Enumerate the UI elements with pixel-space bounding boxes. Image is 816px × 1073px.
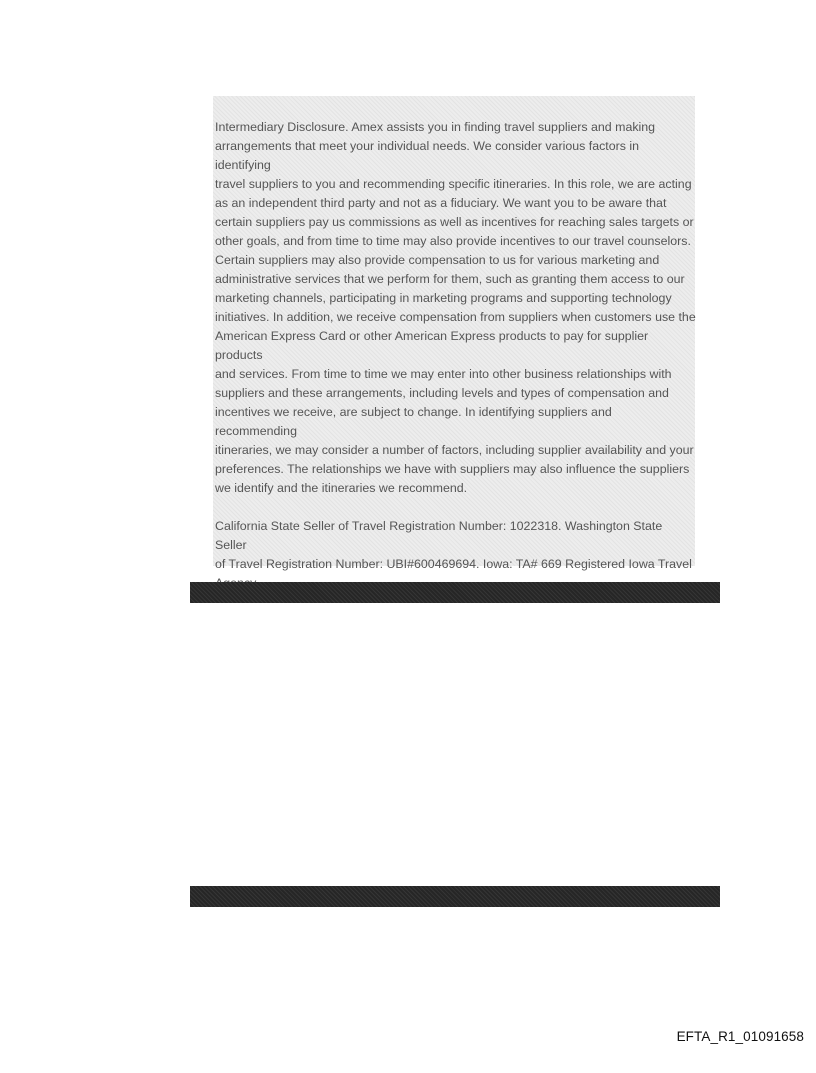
redaction-bar-bottom bbox=[190, 886, 720, 907]
redaction-bar-top bbox=[190, 582, 720, 603]
registration-numbers-paragraph: California State Seller of Travel Registration Number: 1022318. Washington State Seller of Travel Registration Number: UBI#600469694. Iowa: TA# 669 Registered Iowa Travel bbox=[215, 519, 692, 571]
intermediary-disclosure-paragraph: Intermediary Disclosure. Amex assists you in finding travel suppliers and making arrangements that meet your individual needs. We consider various factors in identifying travel suppliers to you and recommending specific itineraries. In this role, we are acting as an independent third party and not as a fiduciary. We want you to be aware that certain suppliers pay us commissions as well as incentives for reaching sales targets or other goals, and from time to time may also provide incentives to our travel counselors. Certain suppliers may also provide compensation to us for various marketing and administrative services that we perform for them, such as granting them access to our marketing channels, participating in marketing programs and supporting technology initiatives. In addition, we receive compensation from suppliers when customers use the American Express Card or other American Express products to pay for supplier products and services. From time to time we may enter into other business relationships with suppliers and these arrangements, including levels and types of compensation and incentives we receive, are subject to change. In identifying suppliers and recommending itineraries, we may consider a number of factors, including supplier availability and your preferences. The relationships we have with suppliers may also influence the suppliers we identify and the itineraries we recommend. bbox=[215, 120, 696, 495]
disclosure-box bbox=[213, 96, 696, 571]
document-page-id: EFTA_R1_01091658 bbox=[676, 1029, 804, 1044]
